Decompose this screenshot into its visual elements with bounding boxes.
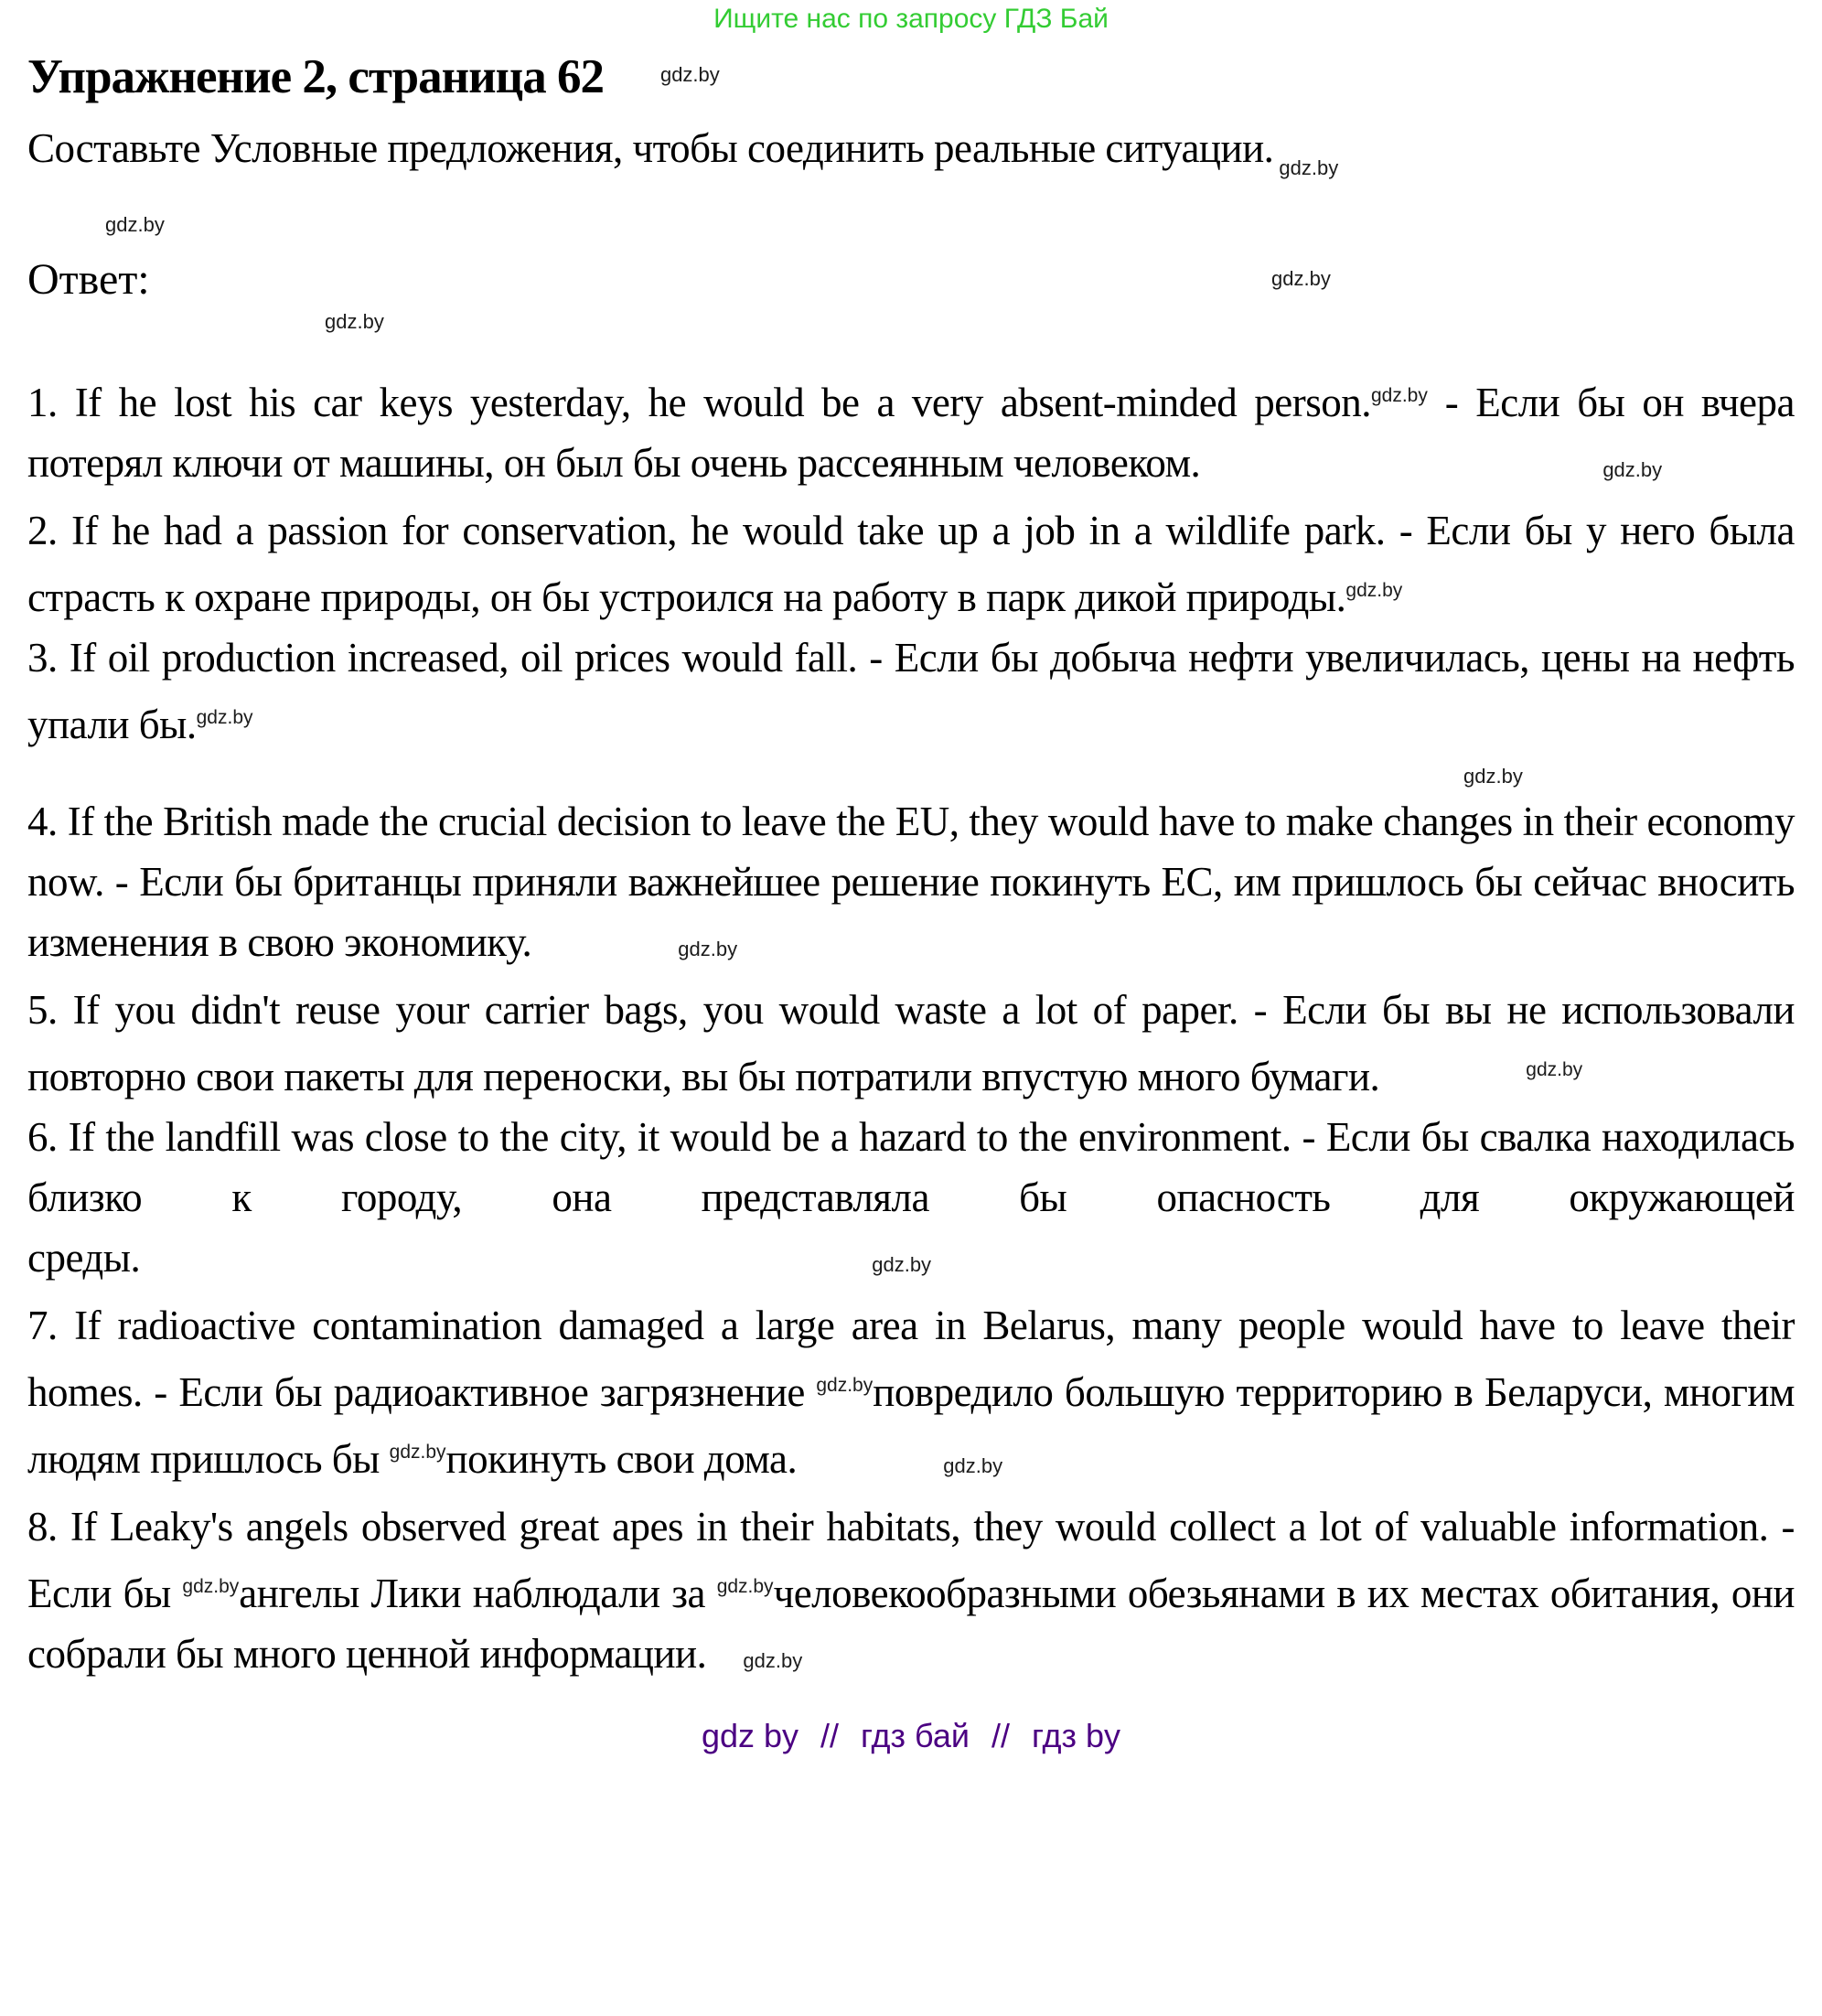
watermark: gdz.by — [716, 1576, 774, 1597]
watermark: gdz.by — [743, 1649, 803, 1672]
watermark-line — [105, 211, 1822, 241]
footer — [0, 1717, 1822, 1755]
watermark: gdz.by — [659, 63, 720, 86]
item-text: покинуть свои дома. — [445, 1436, 798, 1482]
footer-segment: гдз бай — [861, 1717, 970, 1754]
watermark: gdz.by — [325, 310, 384, 333]
exercise-item-1 — [27, 366, 1795, 500]
answer-label: Ответ: — [27, 255, 150, 304]
watermark: gdz.by — [1370, 385, 1428, 406]
watermark-line — [1463, 755, 1795, 791]
footer-separator: // — [991, 1717, 1010, 1754]
watermark: gdz.by — [816, 1375, 873, 1396]
item-text: ангелы Лики наблюдали за — [239, 1571, 717, 1616]
footer-segment: гдз by — [1032, 1717, 1121, 1754]
task-row — [27, 124, 1795, 180]
exercise-item-4 — [27, 791, 1795, 980]
watermark: gdz.by — [182, 1576, 240, 1597]
item-text: 5. If you didn't reuse your carrier bags, you would waste a lot of paper. - Если бы вы не использовали повторно свои пакеты для переноски, вы бы потратили впустую много бумаги. — [27, 987, 1795, 1099]
item-text: 1. If he lost his car keys yesterday, he would be a very absent-minded person. — [27, 380, 1371, 425]
answer-row — [27, 254, 1795, 305]
watermark: gdz.by — [389, 1442, 446, 1463]
page-title: Упражнение 2, страница 62 — [27, 50, 604, 103]
title-row — [27, 49, 1795, 104]
watermark: gdz.by — [1279, 156, 1339, 179]
watermark: gdz.by — [1526, 1059, 1583, 1080]
promo-banner: Ищите нас по запросу ГДЗ Бай — [713, 4, 1109, 34]
exercise-items — [27, 366, 1795, 1691]
watermark: gdz.by — [1463, 765, 1523, 788]
item-text: 8. If Leaky's angels observed great apes in their habitats, they would collect a lot of valuable information. - Если бы — [27, 1504, 1795, 1616]
exercise-item-2 — [27, 500, 1795, 627]
watermark: gdz.by — [943, 1454, 1003, 1477]
item-text: человекообразными обезьянами в их местах обитания, они собрали бы много ценной информации. — [27, 1571, 1795, 1677]
item-text: повредило большую территорию в Беларуси, многим людям пришлось бы — [27, 1369, 1795, 1482]
watermark: gdz.by — [105, 213, 165, 236]
exercise-item-3 — [27, 627, 1795, 755]
watermark: gdz.by — [196, 707, 253, 728]
watermark: gdz.by — [1602, 458, 1663, 481]
footer-separator: // — [820, 1717, 840, 1754]
task-sentence: Составьте Условные предложения, чтобы соединить реальные ситуации. — [27, 125, 1274, 171]
exercise-item-5 — [27, 980, 1795, 1107]
item-text: 3. If oil production increased, oil prices would fall. - Если бы добыча нефти увеличилась, цены на нефть упали бы. — [27, 635, 1795, 747]
watermark: gdz.by — [872, 1253, 932, 1276]
exercise-item-7 — [27, 1295, 1795, 1496]
item-text: 4. If the British made the crucial decision to leave the EU, they would have to make changes in their economy now. - Если бы британцы приняли важнейшее решение покинуть ЕС, им пришлось бы сейчас вносить изменения в свою экономику. — [27, 799, 1795, 965]
watermark-line — [325, 308, 1822, 338]
item-text: 6. If the landfill was close to the city, it would be a hazard to the environment. - Если бы свалка находилась близко к городу, она представляла бы опасность для окружающей среды. — [27, 1114, 1795, 1281]
watermark: gdz.by — [1271, 267, 1331, 290]
watermark: gdz.by — [678, 938, 738, 960]
footer-segment: gdz by — [701, 1717, 799, 1754]
item-text: 7. If radioactive contamination damaged a large area in Belarus, many people would have to leave their homes. - Если бы радиоактивное загрязнение — [27, 1303, 1795, 1415]
exercise-item-6 — [27, 1107, 1795, 1295]
watermark: gdz.by — [1345, 580, 1403, 601]
item-text: 2. If he had a passion for conservation, he would take up a job in a wildlife park. - Если бы у него была страсть к охране природы, он бы устроился на работу в парк дикой природы. — [27, 508, 1795, 620]
item-text: - Если бы он вчера потерял ключи от машины, он был бы очень рассеянным человеком. — [27, 380, 1795, 486]
exercise-item-8 — [27, 1496, 1795, 1691]
